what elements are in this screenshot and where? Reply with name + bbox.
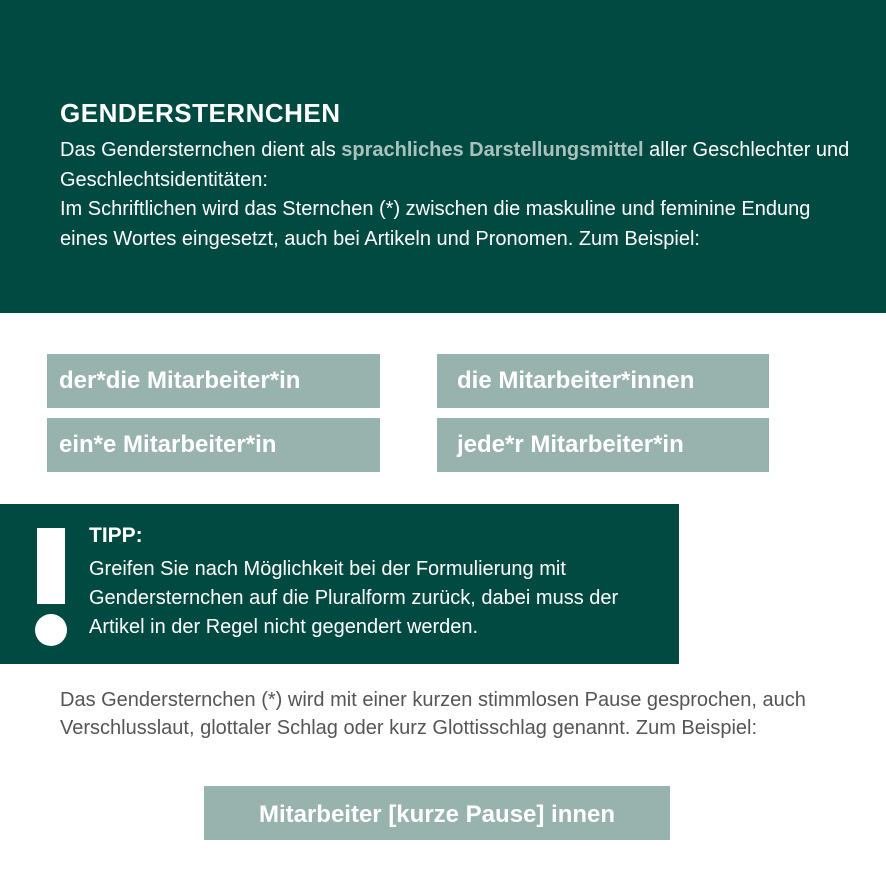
intro-paragraph: [60, 136, 850, 254]
example-chip: der*die Mitarbeiter*in: [47, 354, 380, 408]
intro-text-start: Das Gendersternchen dient als: [60, 139, 342, 161]
example-chip: jede*r Mitarbeiter*in: [437, 418, 769, 472]
page-title: GENDERSTERNCHEN: [60, 98, 341, 128]
tip-title: TIPP:: [89, 524, 143, 547]
pronunciation-paragraph: Das Gendersternchen (*) wird mit einer kurzen stimmlosen Pause gesprochen, auch Verschlusslaut, glottaler Schlag oder kurz Glottisschlag genannt. Zum Beispiel:: [60, 689, 806, 739]
intro-text-end: aller Geschlechter und Geschlechtsidentitäten:: [60, 139, 850, 191]
tip-box: [0, 504, 679, 664]
example-chip: ein*e Mitarbeiter*in: [47, 418, 380, 472]
intro-highlight: sprachliches Darstellungsmittel: [341, 139, 644, 161]
example-chip: die Mitarbeiter*innen: [437, 354, 769, 408]
header-section: [0, 0, 886, 313]
pronunciation-example: Mitarbeiter [kurze Pause] innen: [204, 786, 670, 840]
intro-text-line2: Im Schriftlichen wird das Sternchen (*) zwischen die maskuline und feminine Endung eines Wortes eingesetzt, auch bei Artikeln und Pronomen. Zum Beispiel:: [60, 198, 811, 250]
tip-text: Greifen Sie nach Möglichkeit bei der Formulierung mit Gendersternchen auf die Pluralform zurück, dabei muss der Artikel in der Regel nicht gegendert werden.: [89, 558, 619, 638]
